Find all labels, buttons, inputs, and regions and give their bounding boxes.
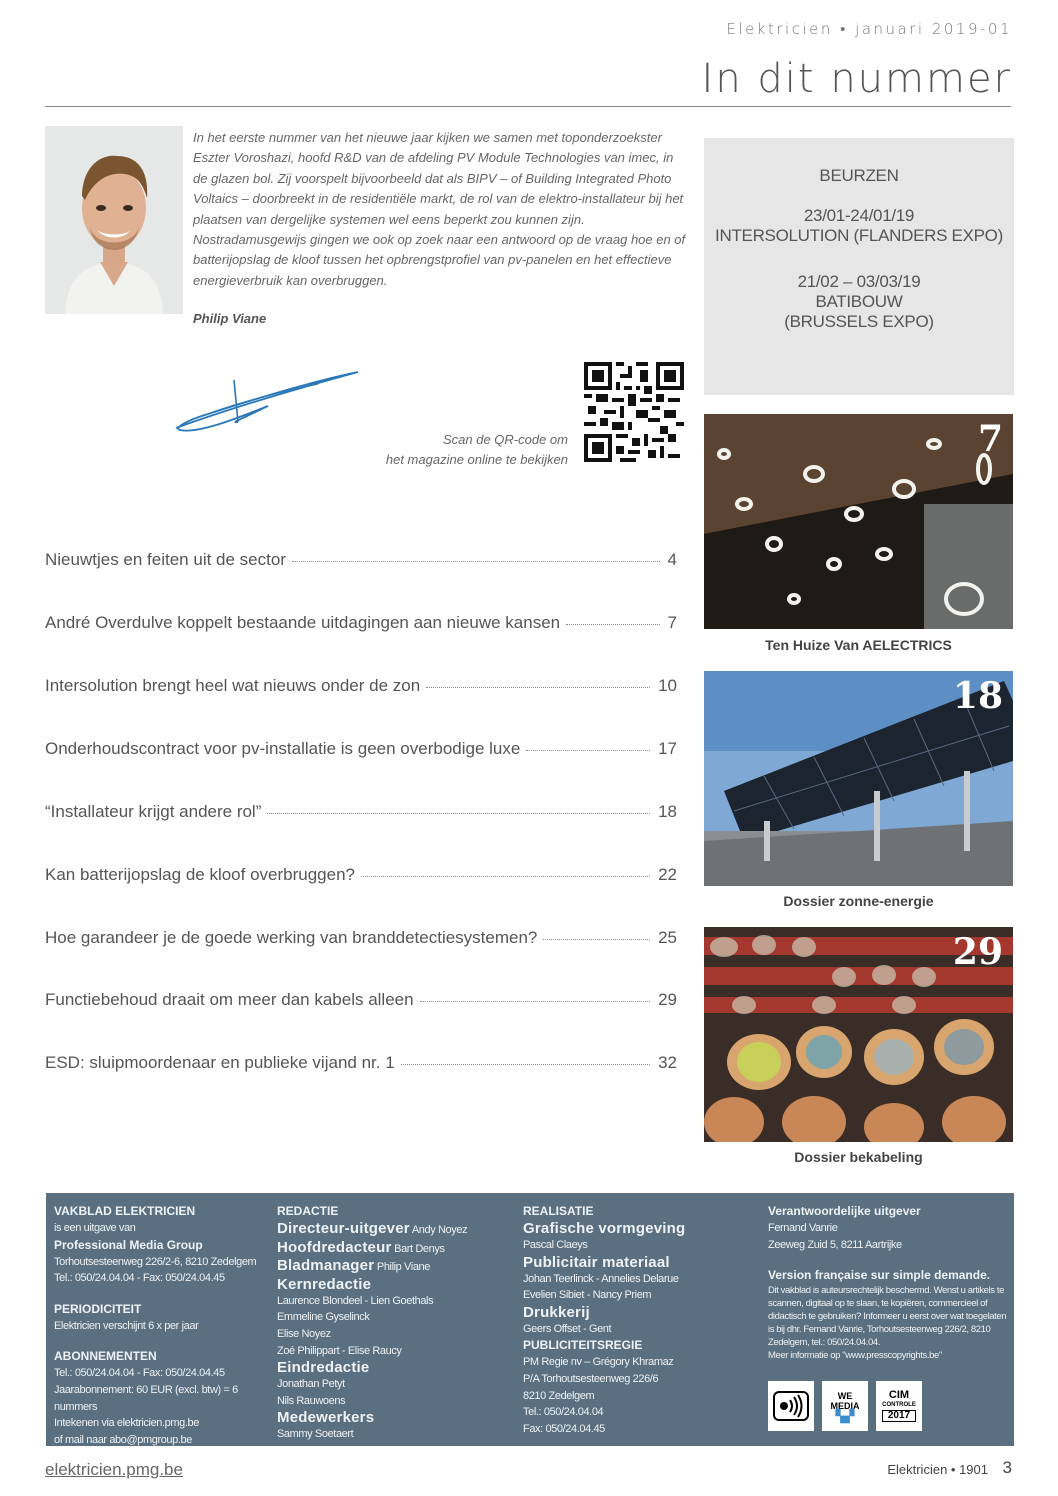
imprint-line: Fax: 050/24.04.45 — [523, 1422, 605, 1435]
imprint-column-editorial — [277, 1203, 507, 1443]
toc-entry[interactable] — [45, 928, 677, 948]
imprint-heading: PUBLICITEITSREGIE — [523, 1338, 643, 1353]
imprint-line: PM Regie nv – Grégory Khramaz — [523, 1356, 674, 1369]
imprint-person: Philip Viane — [376, 1261, 430, 1274]
we-media-logo-line-2: MEDIA — [830, 1401, 860, 1411]
toc-entry[interactable] — [45, 613, 677, 633]
imprint-heading: VAKBLAD ELEKTRICIEN — [54, 1204, 196, 1218]
events-box — [704, 138, 1014, 395]
toc-entry[interactable] — [45, 676, 677, 696]
toc-leader — [401, 1064, 650, 1065]
imprint-line: 8210 Zedelgem — [523, 1389, 595, 1402]
event-item — [704, 272, 1014, 332]
feature-caption: Dossier zonne-energie — [783, 893, 934, 909]
toc-title: Hoe garandeer je de goede werking van branddetectiesystemen? — [45, 928, 538, 947]
event-item — [704, 206, 1014, 246]
toc-leader — [361, 876, 650, 877]
imprint-person: Nils Rauwoens — [277, 1394, 346, 1407]
toc-leader — [292, 561, 660, 562]
intro-author: Philip Viane — [193, 311, 267, 326]
feature-photo-solar[interactable] — [704, 671, 1013, 886]
header-divider — [45, 106, 1011, 107]
intro-text: In het eerste nummer van het nieuwe jaar kijken we samen met toponderzoekster Eszter Voroshazi, hoofd R&D van de afdeling PV Module Technologies van imec, in de glazen bol. Zij voorspelt bijvoorbeeld dat als BIPV – of Building Integrated Photo Voltaics – doorbreekt in de residentiële markt, de rol van de elektro-installateur bij het plaatsen van dergelijke systemen wel eens beperkt zou kunnen zijn. Nostradamusgewijs gingen we ook op zoek naar een antwoord op de vraag hoe en of batterijopslag de kloof tussen het opbrengstprofiel van pv-panelen en het effectieve energieverbruik kan overbruggen. — [193, 130, 686, 288]
toc-page: 32 — [658, 1053, 677, 1072]
feature-page-number: 7 — [977, 418, 1003, 460]
imprint-person: Jonathan Petyt — [277, 1378, 345, 1391]
toc-title: ESD: sluipmoordenaar en publieke vijand nr. 1 — [45, 1053, 395, 1072]
imprint-line: Elektricien verschijnt 6 x per jaar — [54, 1319, 199, 1332]
qr-code[interactable] — [584, 362, 684, 462]
we-media-logo: WE MEDIA ▚▞ — [822, 1381, 868, 1431]
toc-page: 17 — [658, 739, 677, 758]
event-venue: (BRUSSELS EXPO) — [784, 312, 934, 331]
event-dates: 21/02 – 03/03/19 — [797, 272, 921, 291]
imprint-role: Medewerkers — [277, 1409, 375, 1427]
imprint-person: Andy Noyez — [411, 1224, 468, 1236]
imprint-heading: Version française sur simple demande. — [768, 1268, 991, 1283]
imprint-person: Bart Denys — [394, 1242, 445, 1255]
cim-logo — [876, 1381, 922, 1431]
imprint-line: Zeeweg Zuid 5, 8211 Aartrijke — [768, 1238, 902, 1251]
partner-logos — [768, 1381, 922, 1431]
toc-leader — [526, 750, 650, 751]
masthead: Elektricien • januari 2019-01 — [726, 20, 1012, 38]
toc-entry[interactable] — [45, 865, 677, 885]
toc-leader — [420, 1001, 651, 1002]
toc-entry[interactable] — [45, 739, 677, 759]
imprint-company: Professional Media Group — [54, 1237, 203, 1252]
imprint-person: Zoé Philippart - Elise Raucy — [277, 1344, 402, 1357]
qr-caption — [308, 430, 568, 470]
qr-caption-line-2: het magazine online te bekijken — [385, 452, 568, 467]
toc-page: 25 — [658, 928, 677, 947]
page-title: In dit nummer — [701, 56, 1012, 102]
cim-logo-line-2: CONTROLE — [882, 1402, 916, 1408]
events-title: BEURZEN — [819, 166, 899, 185]
imprint-person: Sammy Soetaert — [277, 1428, 354, 1441]
imprint-person: Elise Noyez — [277, 1327, 331, 1340]
imprint-line: P/A Torhoutsesteenweg 226/6 — [523, 1372, 659, 1385]
imprint-role: Directeur-uitgever — [277, 1220, 410, 1237]
toc-title: André Overdulve koppelt bestaande uitdagingen aan nieuwe kansen — [45, 613, 561, 632]
imprint-person: Laurence Blondeel - Lien Goethals — [277, 1294, 434, 1307]
imprint-role: Drukkerij — [523, 1303, 590, 1321]
imprint-column-legal — [768, 1203, 1008, 1362]
website-link[interactable]: elektricien.pmg.be — [45, 1460, 183, 1479]
imprint-heading: ABONNEMENTEN — [54, 1349, 157, 1364]
imprint-role: Bladmanager — [277, 1257, 375, 1275]
toc-leader — [543, 939, 650, 940]
imprint-role: Publicitair materiaal — [523, 1253, 670, 1271]
imprint-role: Kernredactie — [277, 1275, 372, 1293]
cim-logo-line-1: CIM — [888, 1389, 910, 1401]
toc-title: Intersolution brengt heel wat nieuws onder de zon — [45, 676, 421, 695]
feature-page-number: 29 — [952, 931, 1003, 973]
imprint-person: Evelien Sibiet - Nancy Priem — [523, 1289, 652, 1302]
issue-label: Elektricien • 1901 — [887, 1462, 988, 1477]
imprint-person: Geers Offset - Gent — [523, 1322, 612, 1335]
feature-caption: Ten Huize Van AELECTRICS — [765, 637, 952, 653]
toc-title: “Installateur krijgt andere rol” — [45, 802, 262, 821]
toc-page: 18 — [658, 802, 677, 821]
toc-title: Onderhoudscontract voor pv-installatie is geen overbodige luxe — [45, 739, 521, 758]
imprint-line: Tel.: 050/24.04.04 - Fax: 050/24.04.45 — [54, 1367, 225, 1380]
toc-page: 10 — [658, 676, 677, 695]
imprint-line: Fernand Vanrie — [768, 1222, 838, 1234]
event-name: BATIBOUW — [815, 292, 903, 311]
imprint-column-production — [523, 1203, 753, 1437]
toc-entry[interactable] — [45, 990, 677, 1010]
toc-entry[interactable] — [45, 550, 677, 570]
copyright-link: Meer informatie op "www.presscopyrights.be" — [768, 1350, 942, 1362]
page-number: 3 — [1002, 1458, 1012, 1477]
toc-page: 4 — [667, 550, 677, 569]
toc-leader — [267, 813, 650, 814]
imprint-heading: REALISATIE — [523, 1204, 594, 1218]
imprint-role: Hoofdredacteur — [277, 1238, 392, 1256]
imprint-line: Tel.: 050/24.04.04 — [523, 1406, 604, 1419]
imprint-box — [46, 1193, 1014, 1446]
copyright-notice: Dit vakblad is auteursrechtelijk beschermd. Wenst u artikels te scannen, digitaal op te slaan, te kopiëren, commercieel of didactisch te gebruiken? Informeer u eerst over wat toegelaten is bij dhr. Fernand Vanrie, Torhoutsesteenweg 226/2, 8210 Zedelgem, tel.: 050/24.04.04. — [768, 1285, 1007, 1349]
toc-leader — [426, 687, 650, 688]
imprint-person: Pascal Claeys — [523, 1239, 588, 1251]
toc-title: Kan batterijopslag de kloof overbruggen? — [45, 865, 355, 884]
feature-photo-cables[interactable] — [704, 927, 1013, 1142]
toc-title: Functiebehoud draait om meer dan kabels alleen — [45, 990, 414, 1009]
author-portrait — [45, 126, 183, 314]
toc-entry[interactable] — [45, 802, 677, 822]
imprint-role: Grafische vormgeving — [523, 1220, 686, 1237]
imprint-line: is een uitgave van — [54, 1222, 136, 1234]
toc-page: 29 — [658, 990, 677, 1009]
feature-caption: Dossier bekabeling — [794, 1149, 923, 1165]
toc-page: 7 — [667, 613, 677, 632]
event-name: INTERSOLUTION (FLANDERS EXPO) — [715, 226, 1003, 245]
cim-logo-line-3: 2017 — [882, 1410, 916, 1422]
feature-photo-ceiling[interactable] — [704, 414, 1013, 629]
imprint-person: Johan Teerlinck - Annelies Delarue — [523, 1272, 679, 1285]
imprint-line: Jaarabonnement: 60 EUR (excl. btw) = 6 nummers — [54, 1383, 238, 1413]
imprint-heading: Verantwoordelijke uitgever — [768, 1204, 921, 1218]
imprint-line: Tel.: 050/24.04.04 - Fax: 050/24.04.45 — [54, 1272, 225, 1285]
imprint-heading: PERIODICITEIT — [54, 1301, 142, 1316]
sound-logo-icon — [768, 1381, 814, 1431]
toc-page: 22 — [658, 865, 677, 884]
imprint-role: Eindredactie — [277, 1359, 370, 1377]
qr-caption-line-1: Scan de QR-code om — [442, 432, 568, 447]
feature-page-number: 18 — [952, 675, 1003, 717]
toc-entry[interactable] — [45, 1053, 677, 1073]
imprint-line: Intekenen via elektricien.pmg.be — [54, 1417, 199, 1430]
imprint-line: of mail naar abo@pmgroup.be — [54, 1433, 192, 1446]
event-dates: 23/01-24/01/19 — [803, 206, 915, 225]
imprint-heading: REDACTIE — [277, 1204, 339, 1218]
toc-leader — [566, 624, 659, 625]
imprint-line: Torhoutsesteenweg 226/2-6, 8210 Zedelgem — [54, 1255, 257, 1268]
we-media-logo-line-1: WE — [837, 1391, 853, 1401]
imprint-column-publisher — [54, 1203, 274, 1448]
imprint-person: Emmeline Gyselinck — [277, 1311, 370, 1324]
toc-title: Nieuwtjes en feiten uit de sector — [45, 550, 286, 569]
